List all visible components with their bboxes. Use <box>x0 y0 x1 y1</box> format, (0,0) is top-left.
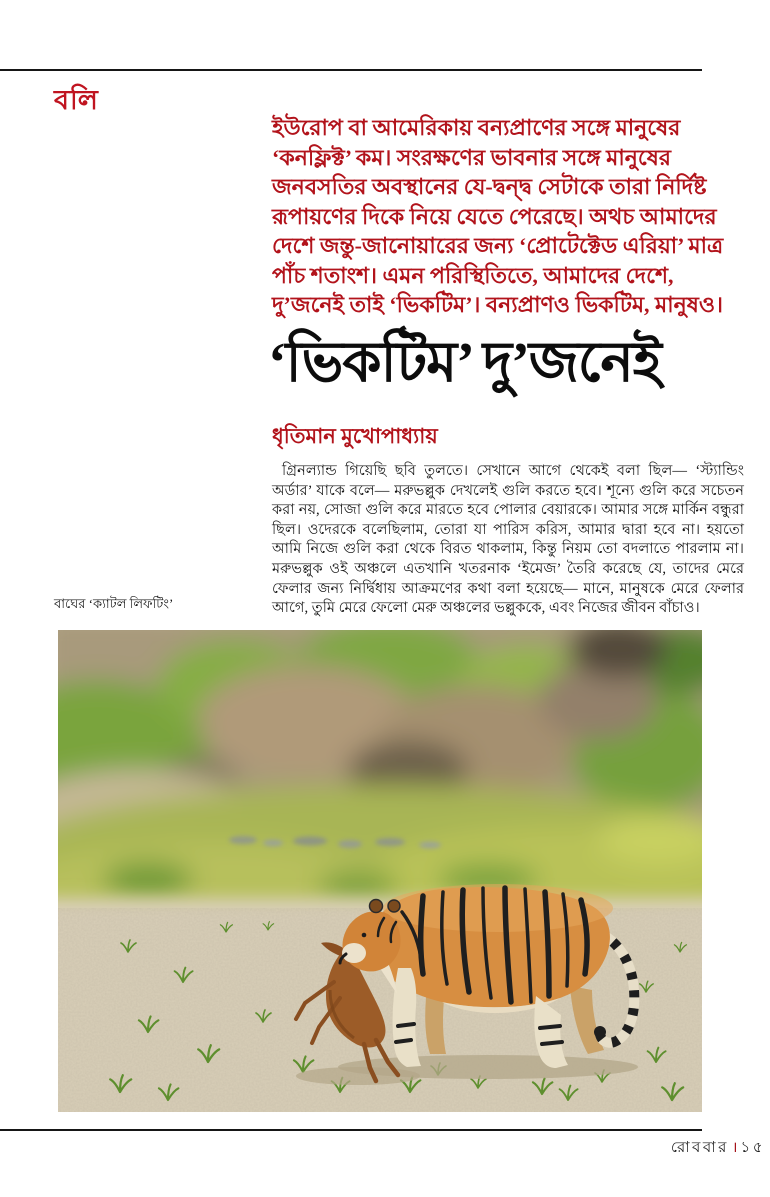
footer-separator: । <box>731 1140 738 1156</box>
footer-magazine-title: রোববার <box>670 1140 729 1156</box>
article-headline: ‘ভিকটিম’ দু’জনেই <box>268 332 661 394</box>
article-body: গ্রিনল্যান্ড গিয়েছি ছবি তুলতে। সেখানে আগে থেকেই বলা ছিল— ‘স্ট্যান্ডিং অর্ডার’ যাকে বলে— মরুভল্লুক দেখলেই গুলি করতে হবে। শূন্যে গুলি করে সচেতন করা নয়, সোজা গুলি করে মারতে হবে পোলার বেয়ারকে। আমার সঙ্গে মার্কিন বন্ধুরা ছিল। ওদেরকে বলেছিলাম, তোরা যা পারিস করিস, আমার দ্বারা হবে না। হয়তো আমি নিজে গুলি করা থেকে বিরত থাকলাম, কিন্তু নিয়ম তো বদলাতে পারলাম না। মরুভল্লুক ওই অঞ্চলে এতখানি খতরনাক ‘ইমেজ’ তৈরি করেছে যে, তাদের মেরে ফেলার জন্য নির্দ্বিধায় আক্রমণের কথা বলা হয়েছে— মানে, মানুষকে মেরে ফেলার আগে, তুমি মেরে ফেলো মেরু অঞ্চলের ভল্লুককে, এবং নিজের জীবন বাঁচাও। <box>272 463 744 617</box>
top-rule <box>0 69 702 71</box>
page-footer <box>671 1136 765 1161</box>
article-standfirst: ইউরোপ বা আমেরিকায় বন্যপ্রাণের সঙ্গে মানুষের ‘কনফ্লিক্ট’ কম। সংরক্ষণের ভাবনার সঙ্গে মানুষের জনবসতির অবস্থানের যে-দ্বন্দ্ব সেটাকে তারা নির্দিষ্ট রূপায়ণের দিকে নিয়ে যেতে পেরেছে। অথচ আমাদের দেশে জন্তু-জানোয়ারের জন্য ‘প্রোটেক্টেড এরিয়া’ মাত্র পাঁচ শতাংশ। এমন পরিস্থিতিতে, আমাদের দেশে, দু’জনেই তাই ‘ভিকটিম’। বন্যপ্রাণও ভিকটিম, মানুষও। <box>272 115 724 317</box>
article-photo <box>58 630 702 1112</box>
article-byline: ধৃতিমান মুখোপাধ্যায় <box>272 424 438 448</box>
footer-page-number: ১৫ <box>740 1140 765 1156</box>
photo-background-blur <box>58 630 702 942</box>
section-label: বলি <box>54 85 99 115</box>
deer-shadow <box>296 1067 420 1085</box>
bottom-rule <box>0 1129 702 1131</box>
photo-caption: বাঘের ‘ক্যাটল লিফটিং’ <box>54 596 174 611</box>
tiger-photo-illustration <box>58 630 702 1112</box>
